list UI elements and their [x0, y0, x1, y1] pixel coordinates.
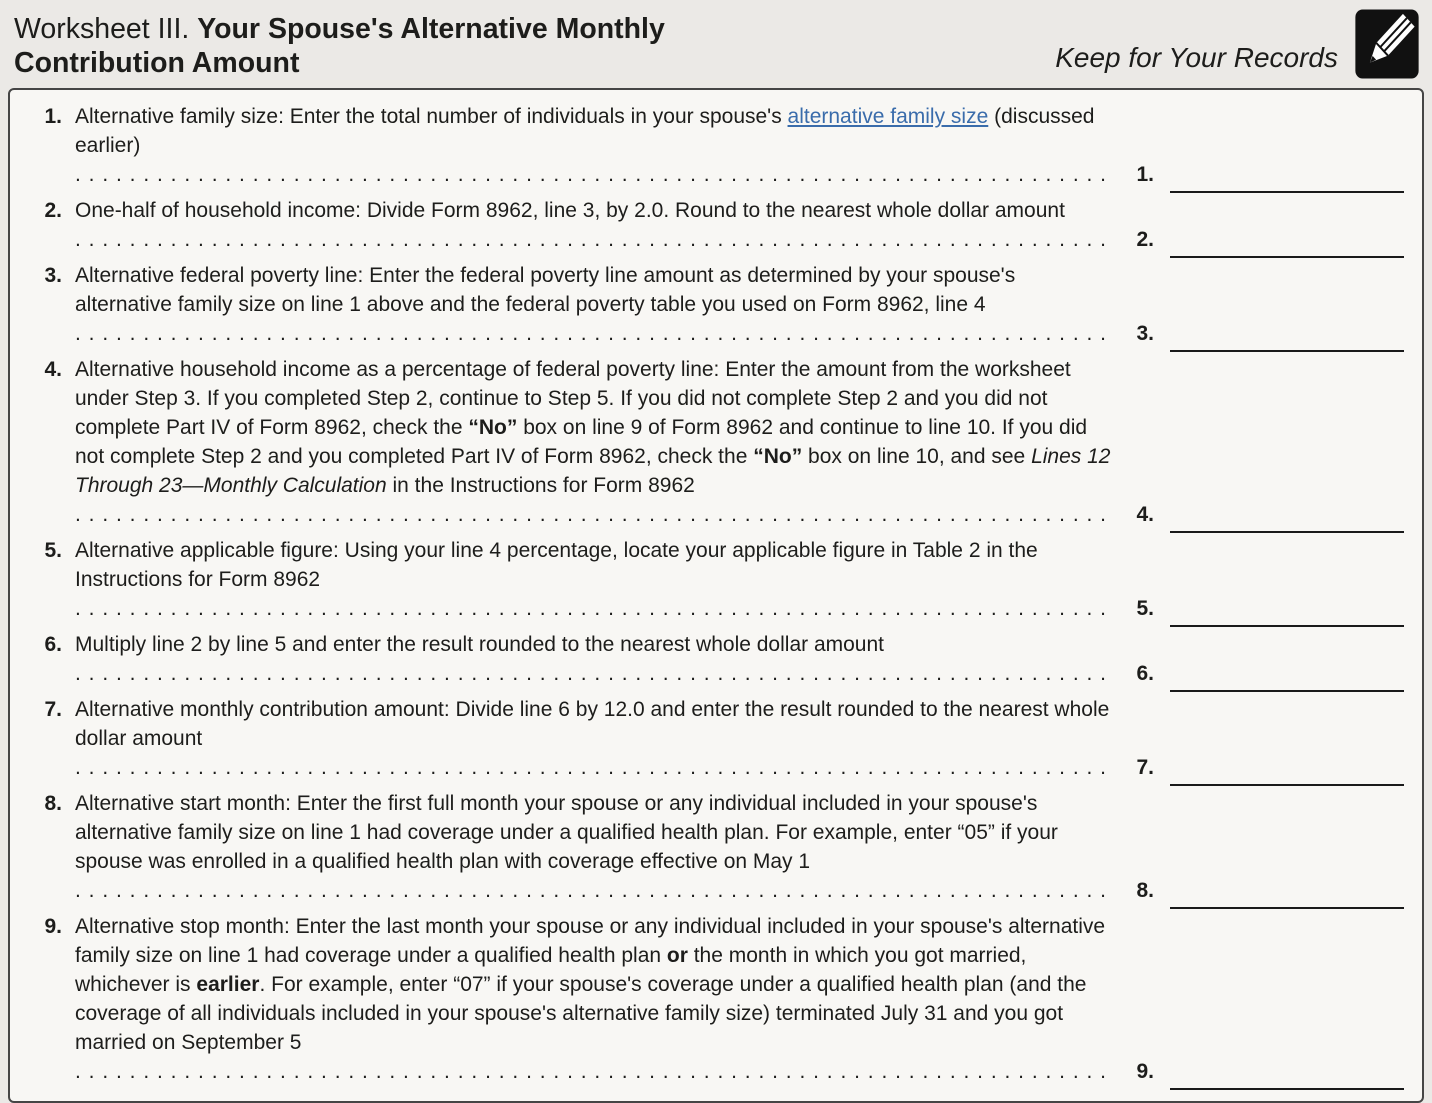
line-answer — [1114, 225, 1412, 254]
line-text-rich: Alternative family size: Enter the total number of individuals in your spouse's alternative family size (discussed earlier) — [75, 105, 1095, 157]
answer-blank — [1170, 762, 1404, 786]
line-number: 2. — [44, 199, 62, 222]
line-text — [75, 789, 1114, 905]
answer-ref: 2. — [1136, 228, 1154, 251]
line-text-rich: Multiply line 2 by line 5 and enter the result rounded to the nearest whole dollar amount — [75, 633, 884, 656]
dot-leader — [75, 756, 1114, 779]
line-number: 1. — [44, 105, 62, 128]
dot-leader — [75, 662, 1114, 685]
line-text-rich: Alternative stop month: Enter the last month your spouse or any individual included in your spouse's alternative family size on line 1 had coverage under a qualified health plan or the month in which you got married, whichever is earlier. For example, enter “07” if your spouse's coverage under a qualified health plan (and the coverage of all individuals included in your spouse's alternative family size) terminated July 31 and you got married on September 5 — [75, 915, 1106, 1054]
worksheet-line-2 — [20, 196, 1412, 254]
line-answer — [1114, 876, 1412, 905]
line-text — [75, 630, 1114, 688]
line-number: 3. — [44, 264, 62, 287]
line-answer — [1114, 500, 1412, 529]
worksheet-header — [8, 0, 1424, 88]
header-right — [1055, 8, 1420, 80]
answer-ref: 3. — [1136, 322, 1154, 345]
line-number: 7. — [44, 698, 62, 721]
line-answer — [1114, 753, 1412, 782]
alternative-family-size-link[interactable]: alternative family size — [787, 105, 989, 128]
page-title — [14, 12, 804, 80]
answer-blank — [1170, 509, 1404, 533]
line-text — [75, 695, 1114, 782]
line-text-rich: Alternative applicable figure: Using your line 4 percentage, locate your applicable figure in Table 2 in the Instructions for Form 8962 — [75, 539, 1038, 591]
answer-blank — [1170, 668, 1404, 692]
line-text — [75, 196, 1114, 254]
dot-leader — [75, 503, 1114, 526]
answer-ref: 5. — [1136, 597, 1154, 620]
worksheet-line-9 — [20, 912, 1412, 1086]
line-number: 4. — [44, 358, 62, 381]
line-text — [75, 536, 1114, 623]
line-text — [75, 261, 1114, 348]
dot-leader — [75, 1060, 1114, 1083]
answer-ref: 7. — [1136, 756, 1154, 779]
answer-ref: 9. — [1136, 1060, 1154, 1083]
worksheet-line-1 — [20, 102, 1412, 189]
answer-blank — [1170, 885, 1404, 909]
line-text-rich: Alternative monthly contribution amount: Divide line 6 by 12.0 and enter the result rounded to the nearest whole dollar amount — [75, 698, 1110, 750]
answer-ref: 6. — [1136, 662, 1154, 685]
dot-leader — [75, 228, 1114, 251]
line-number: 6. — [44, 633, 62, 656]
answer-ref: 1. — [1136, 163, 1154, 186]
answer-blank — [1170, 603, 1404, 627]
worksheet-line-7 — [20, 695, 1412, 782]
answer-blank — [1170, 1066, 1404, 1090]
pencil-icon — [1354, 8, 1420, 80]
worksheet-line-5 — [20, 536, 1412, 623]
line-answer — [1114, 160, 1412, 189]
line-text — [75, 102, 1114, 189]
worksheet-line-6 — [20, 630, 1412, 688]
answer-blank — [1170, 328, 1404, 352]
line-number: 9. — [44, 915, 62, 938]
title-main: Your Spouse's Alternative Monthly Contribution Amount — [14, 13, 665, 79]
line-answer — [1114, 319, 1412, 348]
dot-leader — [75, 322, 1114, 345]
line-text — [75, 912, 1114, 1086]
dot-leader — [75, 163, 1114, 186]
answer-blank — [1170, 234, 1404, 258]
answer-ref: 4. — [1136, 503, 1154, 526]
line-number: 8. — [44, 792, 62, 815]
title-prefix: Worksheet III. — [14, 13, 198, 45]
worksheet-line-4 — [20, 355, 1412, 529]
answer-ref: 8. — [1136, 879, 1154, 902]
line-number: 5. — [44, 539, 62, 562]
worksheet-line-8 — [20, 789, 1412, 905]
answer-blank — [1170, 169, 1404, 193]
line-answer — [1114, 1057, 1412, 1086]
line-text-rich: One-half of household income: Divide Form 8962, line 3, by 2.0. Round to the nearest whole dollar amount — [75, 199, 1065, 222]
dot-leader — [75, 879, 1114, 902]
keep-for-records-label: Keep for Your Records — [1055, 42, 1338, 73]
line-answer — [1114, 659, 1412, 688]
line-text-rich: Alternative federal poverty line: Enter the federal poverty line amount as determined by your spouse's alternative family size on line 1 above and the federal poverty table you used on Form 8962, line 4 — [75, 264, 1016, 316]
line-text-rich: Alternative start month: Enter the first full month your spouse or any individual included in your spouse's alternative family size on line 1 had coverage under a qualified health plan. For example, enter “05” if your spouse was enrolled in a qualified health plan with coverage effective on May 1 — [75, 792, 1058, 873]
line-text — [75, 355, 1114, 529]
worksheet-box — [8, 88, 1424, 1103]
line-answer — [1114, 594, 1412, 623]
line-text-rich: Alternative household income as a percentage of federal poverty line: Enter the amount from the worksheet under Step 3. If you completed Step 2, continue to Step 5. If you did not complete Step 2 and you did not complete Part IV of Form 8962, check the “No” box on line 9 of Form 8962 and continue to line 10. If you did not complete Step 2 and you completed Part IV of Form 8962, check the “No” box on line 10, and see Lines 12 Through 23—Monthly Calculation in the Instructions for Form 8962 — [75, 358, 1111, 497]
worksheet-line-3 — [20, 261, 1412, 348]
dot-leader — [75, 597, 1114, 620]
